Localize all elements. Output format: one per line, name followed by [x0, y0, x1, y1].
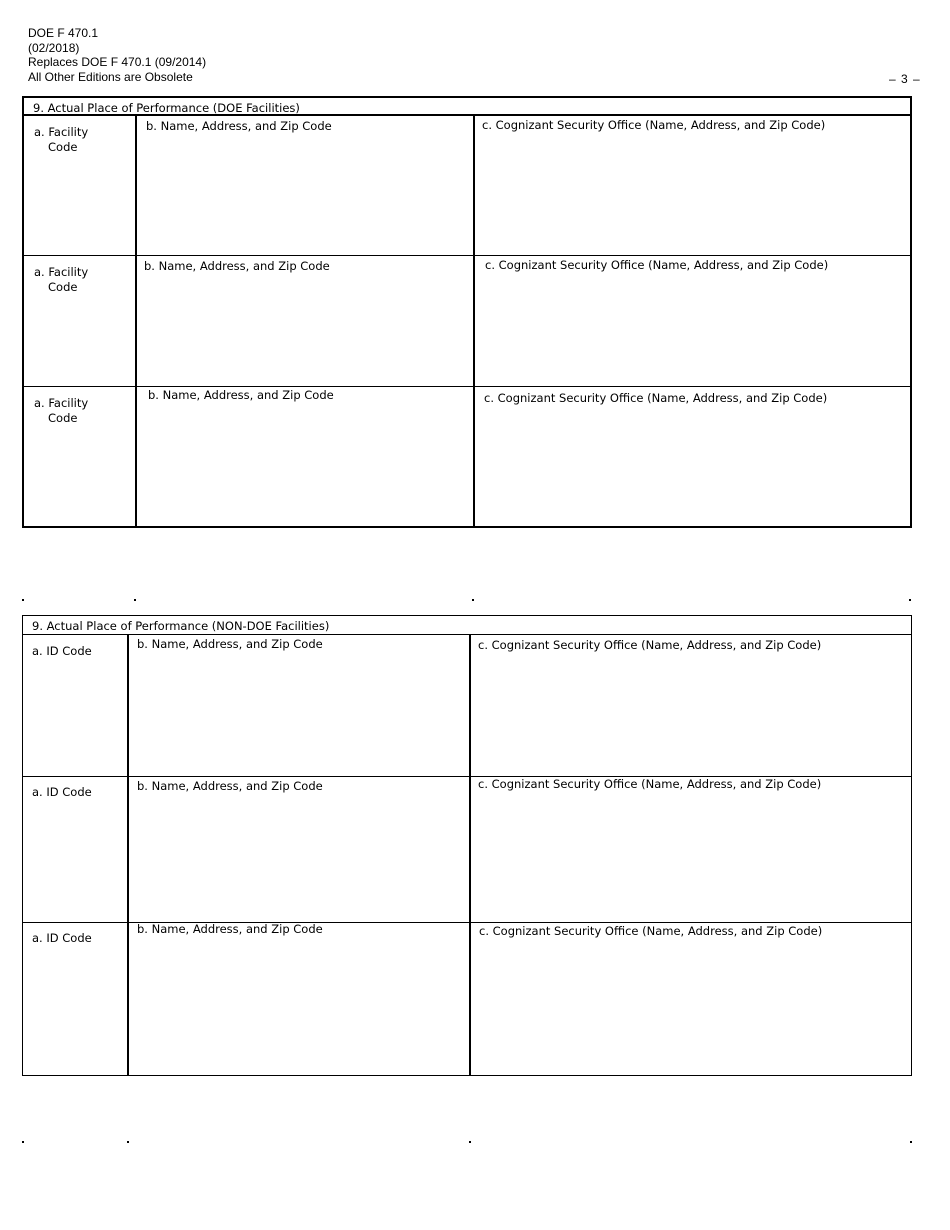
- replaces-note: Replaces DOE F 470.1 (09/2014): [28, 55, 207, 69]
- facility-code-field[interactable]: [24, 116, 135, 255]
- non-doe-section-title-text: 9. Actual Place of Performance (NON-DOE Facilities): [32, 619, 330, 633]
- security-office-label: c. Cognizant Security Office (Name, Address, and Zip Code): [482, 118, 826, 132]
- non-doe-facilities-grid: [22, 635, 912, 1076]
- id-code-field[interactable]: [23, 777, 127, 922]
- name-address-field[interactable]: [129, 655, 469, 776]
- security-office-field[interactable]: [475, 406, 910, 526]
- tick-mark: [472, 599, 474, 601]
- security-office-field[interactable]: [475, 276, 910, 386]
- tick-mark: [22, 599, 24, 601]
- security-office-label: c. Cognizant Security Office (Name, Address, and Zip Code): [478, 638, 822, 652]
- facility-code-label: a. Facility Code: [34, 396, 89, 425]
- non-doe-facilities-section: [22, 615, 912, 1076]
- doe-section-title-text: 9. Actual Place of Performance (DOE Facilities): [33, 101, 300, 115]
- form-date: (02/2018): [28, 40, 80, 55]
- doe-section-title: [22, 96, 912, 116]
- id-code-field[interactable]: [23, 923, 127, 1074]
- page-number: – 3 –: [889, 72, 921, 86]
- security-office-field[interactable]: [471, 940, 911, 1074]
- name-address-label: b. Name, Address, and Zip Code: [148, 388, 334, 402]
- id-code-field[interactable]: [23, 635, 127, 776]
- name-address-field[interactable]: [137, 136, 473, 255]
- tick-mark: [469, 1141, 471, 1143]
- security-office-label: c. Cognizant Security Office (Name, Address, and Zip Code): [484, 391, 828, 405]
- non-doe-section-title: [22, 615, 912, 635]
- security-office-label: c. Cognizant Security Office (Name, Address, and Zip Code): [479, 924, 823, 938]
- tick-mark: [22, 1141, 24, 1143]
- name-address-label: b. Name, Address, and Zip Code: [144, 259, 330, 273]
- id-code-label: a. ID Code: [32, 931, 92, 945]
- facility-code-field[interactable]: [24, 387, 135, 526]
- facility-code-field[interactable]: [24, 256, 135, 386]
- id-code-label: a. ID Code: [32, 785, 92, 799]
- name-address-label: b. Name, Address, and Zip Code: [137, 637, 323, 651]
- facility-code-label: a. Facility Code: [34, 265, 89, 294]
- security-office-label: c. Cognizant Security Office (Name, Address, and Zip Code): [478, 777, 822, 791]
- security-office-field[interactable]: [471, 797, 911, 922]
- tick-mark: [909, 599, 911, 601]
- facility-code-label: a. Facility Code: [34, 125, 89, 154]
- tick-mark: [134, 599, 136, 601]
- name-address-label: b. Name, Address, and Zip Code: [137, 922, 323, 936]
- name-address-label: b. Name, Address, and Zip Code: [137, 779, 323, 793]
- name-address-field[interactable]: [129, 940, 469, 1074]
- name-address-field[interactable]: [137, 276, 473, 386]
- security-office-field[interactable]: [471, 655, 911, 776]
- tick-mark: [127, 1141, 129, 1143]
- name-address-label: b. Name, Address, and Zip Code: [146, 119, 332, 133]
- name-address-field[interactable]: [137, 406, 473, 526]
- security-office-label: c. Cognizant Security Office (Name, Address, and Zip Code): [485, 258, 829, 272]
- doe-facilities-section: [22, 96, 912, 528]
- doe-facilities-grid: [22, 116, 912, 528]
- form-header: [28, 26, 206, 84]
- obsolete-note: All Other Editions are Obsolete: [28, 69, 193, 84]
- tick-mark: [910, 1141, 912, 1143]
- name-address-field[interactable]: [129, 797, 469, 922]
- security-office-field[interactable]: [475, 136, 910, 255]
- id-code-label: a. ID Code: [32, 644, 92, 658]
- form-number: DOE F 470.1: [28, 26, 99, 40]
